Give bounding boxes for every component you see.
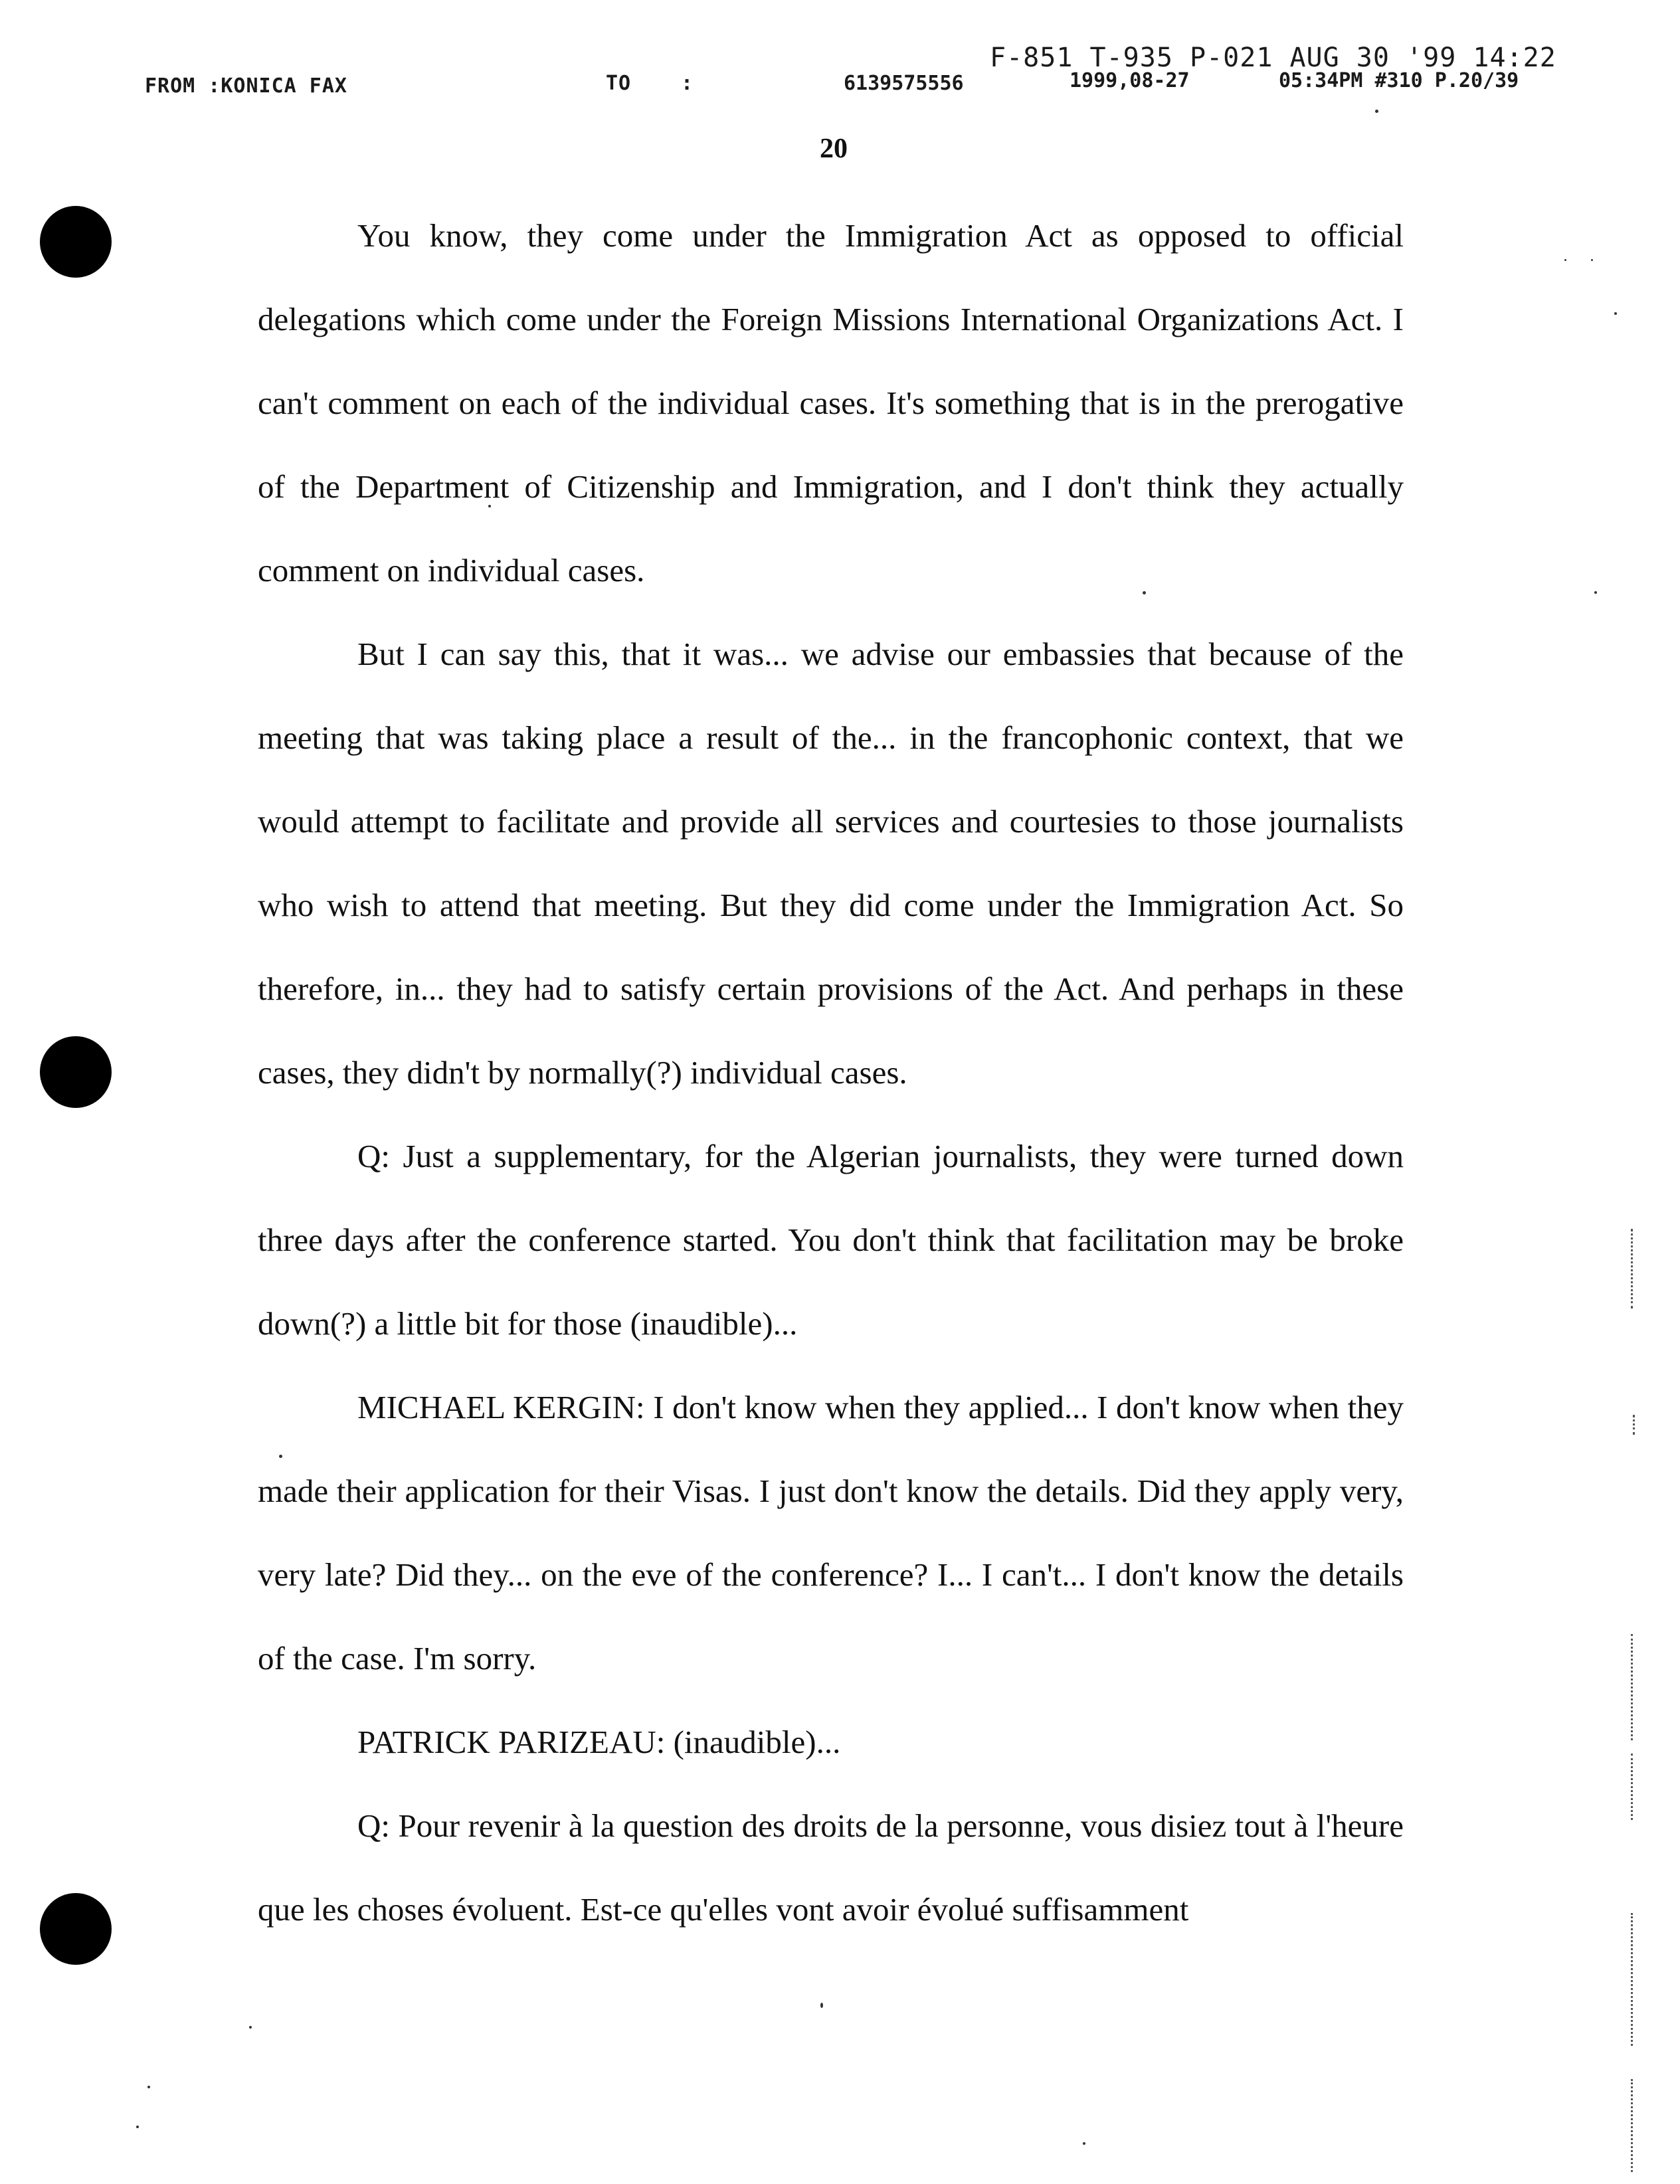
scan-speck	[1083, 2142, 1085, 2145]
scan-speck	[1594, 591, 1597, 594]
scan-edge-artifact	[1631, 1229, 1633, 1309]
fax-to-label: TO	[606, 72, 632, 95]
scan-edge-artifact	[1633, 1415, 1635, 1435]
scan-edge-artifact	[1631, 2079, 1633, 2172]
paragraph: You know, they come under the Immigration Act as opposed to official delegations which come under the Foreign Missions International Organizations Act. I can't comment on each of the individual cases. It's something that is in the prerogative of the Department of Citizenship and Immigration, and I don't think they actually comment on individual cases.	[258, 217, 1404, 589]
scan-speck	[1591, 259, 1593, 261]
scan-edge-artifact	[1631, 1754, 1633, 1820]
paragraph: But I can say this, that it was... we advise our embassies that because of the meeting that was taking place a result of the... in the francophonic context, that we would attempt to facilitate and provide all services and courtesies to those journalists who wish to attend that meeting. But they did come under the Immigration Act. So therefore, in... they had to satisfy certain provisions of the Act. And perhaps in these cases, they didn't by normally(?) individual cases.	[258, 636, 1404, 1091]
fax-from-label: FROM :KONICA FAX	[145, 74, 347, 98]
fax-number: 6139575556	[844, 72, 964, 95]
fax-transmission-line: F-851 T-935 P-021 AUG 30 '99 14:22	[990, 43, 1556, 73]
paragraph: PATRICK PARIZEAU: (inaudible)...	[357, 1724, 841, 1760]
page-number: 20	[820, 134, 848, 164]
punch-hole-bottom	[40, 1893, 112, 1965]
scan-speck	[488, 505, 491, 507]
fax-date: 1999,08-27	[1070, 69, 1190, 92]
paragraph: Q: Pour revenir à la question des droits de la personne, vous disiez tout à l'heure que les choses évoluent. Est-ce qu'elles vont avoir évolué suffisamment	[258, 1807, 1404, 1928]
fax-time-page: 05:34PM #310 P.20/39	[1279, 69, 1519, 92]
scan-speck	[147, 2086, 150, 2088]
paragraph: MICHAEL KERGIN: I don't know when they applied... I don't know when they made their application for their Visas. I just don't know the details. Did they apply very, very late? Did they... on the eve of the conference? I... I can't... I don't know the details of the case. I'm sorry.	[258, 1389, 1404, 1677]
scan-speck	[820, 2003, 823, 2008]
scan-speck	[1143, 591, 1146, 594]
transcript-body	[258, 194, 1404, 1952]
scan-speck	[1375, 110, 1378, 113]
scan-speck	[136, 2126, 139, 2128]
paragraph: Q: Just a supplementary, for the Algerian journalists, they were turned down three days after the conference started. You don't think that facilitation may be broke down(?) a little bit for those (inaudible)...	[258, 1138, 1404, 1342]
scan-edge-artifact	[1631, 1913, 1633, 2046]
punch-hole-middle	[40, 1036, 112, 1108]
fax-to-value: :	[681, 72, 694, 95]
scan-speck	[279, 1455, 282, 1458]
scan-edge-artifact	[1631, 1634, 1633, 1740]
scan-speck	[1564, 259, 1566, 261]
scan-speck	[1614, 312, 1617, 315]
punch-hole-top	[40, 206, 112, 278]
scan-speck	[249, 2026, 252, 2029]
